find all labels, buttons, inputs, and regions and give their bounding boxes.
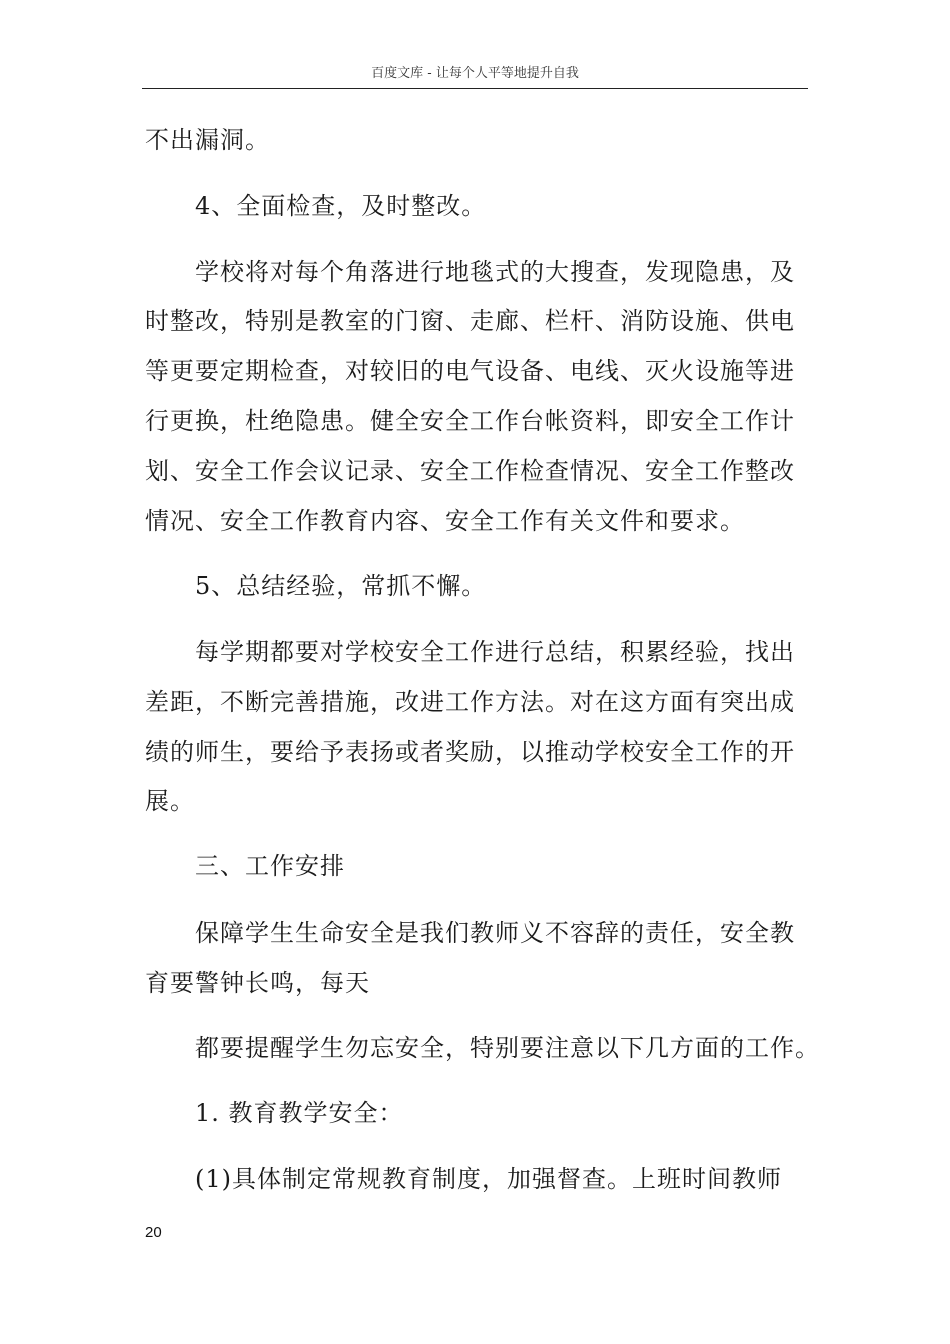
text-line: 绩的师生，要给予表扬或者奖励，以推动学校安全工作的开: [145, 738, 795, 766]
text-line: 展。: [145, 787, 195, 815]
text-line: 育要警钟长鸣，每天: [145, 969, 370, 997]
section-heading: 4、全面检查，及时整改。: [195, 192, 487, 220]
text-line: 每学期都要对学校安全工作进行总结，积累经验，找出: [195, 638, 795, 666]
text-line: 差距，不断完善措施，改进工作方法。对在这方面有突出成: [145, 688, 795, 716]
text-line: 都要提醒学生勿忘安全，特别要注意以下几方面的工作。: [195, 1034, 820, 1062]
text-line: 行更换，杜绝隐患。健全安全工作台帐资料，即安全工作计: [145, 407, 795, 435]
text-line: 不出漏洞。: [145, 126, 270, 154]
page-number: 20: [145, 1224, 162, 1241]
header-text: 百度文库 - 让每个人平等地提升自我: [371, 66, 579, 81]
text-line: 情况、安全工作教育内容、安全工作有关文件和要求。: [145, 507, 745, 535]
section-heading: 三、工作安排: [195, 852, 345, 880]
text-line: 划、安全工作会议记录、安全工作检查情况、安全工作整改: [145, 457, 795, 485]
text-line: (1)具体制定常规教育制度，加强督查。上班时间教师: [195, 1165, 782, 1193]
section-heading: 5、总结经验，常抓不懈。: [195, 572, 487, 600]
page-header: [142, 62, 808, 89]
text-line: 时整改，特别是教室的门窗、走廊、栏杆、消防设施、供电: [145, 307, 795, 335]
text-line: 等更要定期检查，对较旧的电气设备、电线、灭火设施等进: [145, 357, 795, 385]
text-line: 保障学生生命安全是我们教师义不容辞的责任，安全教: [195, 919, 795, 947]
section-heading: 1. 教育教学安全：: [195, 1099, 404, 1127]
text-line: 学校将对每个角落进行地毯式的大搜查，发现隐患，及: [195, 258, 795, 286]
